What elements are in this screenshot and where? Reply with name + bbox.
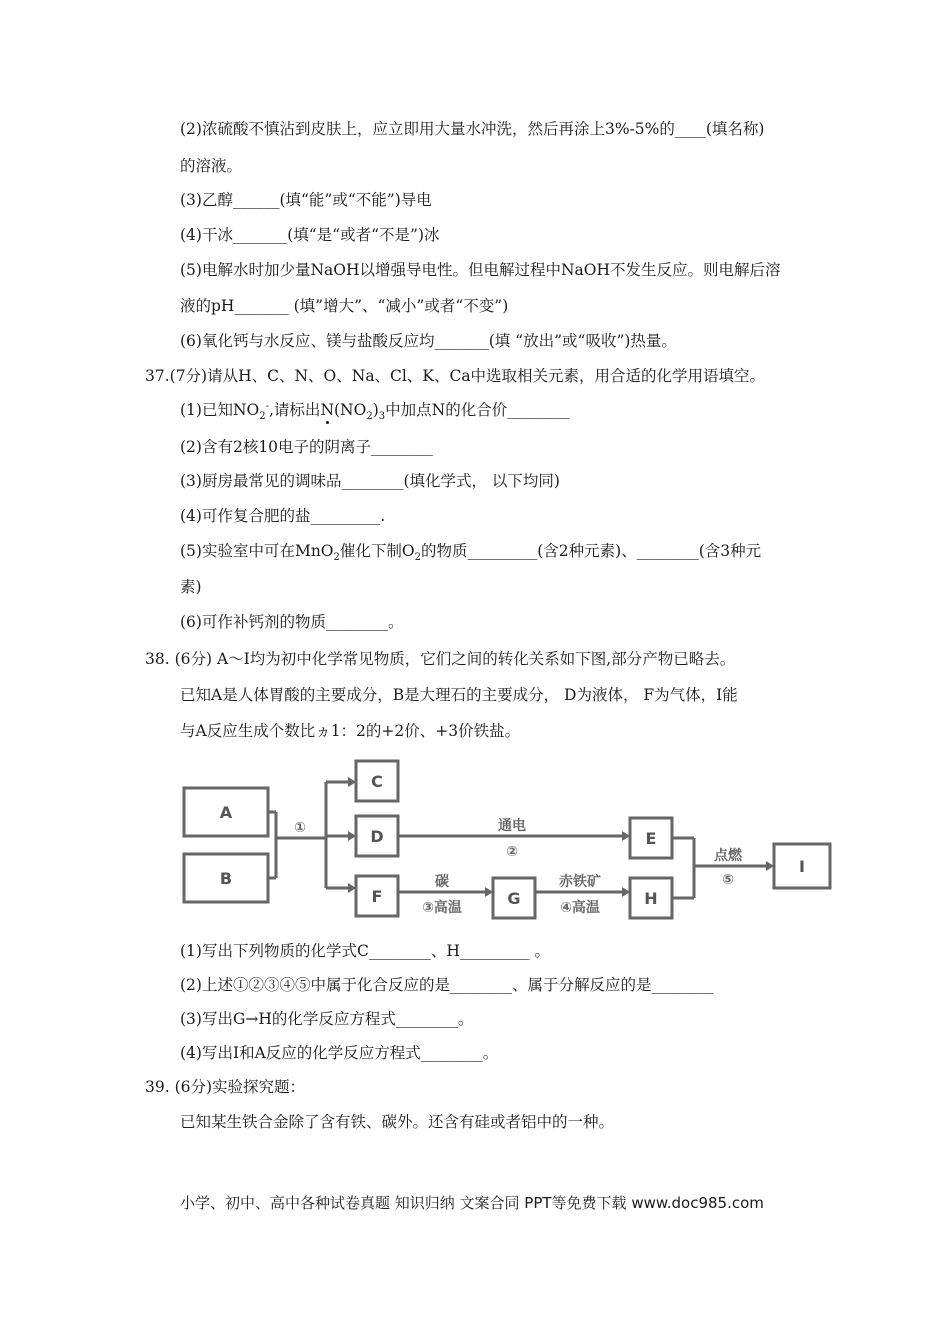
q36-item3: (3)乙醇______(填“能”或“不能”)导电 — [180, 191, 432, 209]
q38-line2: 已知A是人体胃酸的主要成分，B是大理石的主要成分， D为液体， F为气体，I能 — [180, 686, 738, 704]
q36-item2-line1: (2)浓硫酸不慎沾到皮肤上，应立即用大量水冲洗，然后再涂上3%-5%的____(填名称) — [180, 120, 765, 138]
q38-item2: (2)上述①②③④⑤中属于化合反应的是________、属于分解反应的是________ — [180, 976, 714, 994]
q38-item1: (1)写出下列物质的化学式C________、H_________ 。 — [180, 942, 551, 960]
q37-heading: 37.(7分)请从H、C、N、O、Na、Cl、K、Ca中选取相关元素，用合适的化学用语填空。 — [145, 367, 766, 385]
q38-item4: (4)写出I和A反应的化学反应方程式________。 — [180, 1044, 499, 1062]
q37-item2: (2)含有2核10电子的阴离子________ — [180, 438, 434, 456]
q36-item4: (4)干冰_______(填“是“或者“不是”)冰 — [180, 226, 440, 244]
reaction-flow-diagram — [180, 758, 840, 928]
q38-heading: 38. (6分) A～I均为初中化学常见物质，它们之间的转化关系如下图,部分产物已略去。 — [145, 650, 736, 668]
box-d-label: D — [370, 827, 384, 846]
box-b-label: B — [219, 869, 233, 888]
q37-item5-line2: 素) — [180, 578, 202, 596]
q38-item3: (3)写出G→H的化学反应方程式________。 — [180, 1010, 474, 1028]
q39-heading: 39. (6分)实验探究题： — [145, 1078, 306, 1096]
box-a-label: A — [219, 803, 233, 822]
box-c-label: C — [371, 772, 383, 791]
q37-item5-line1: (5)实验室中可在MnO$_2$催化下制$O_2$的物质_________(含2种元素)、________(含3种元 — [180, 542, 762, 564]
step2-label: ② — [506, 844, 518, 860]
step5-label: ⑤ — [722, 872, 734, 888]
box-g-label: G — [507, 889, 521, 908]
step5-condition: 点燃 — [714, 848, 742, 864]
q36-item6: (6)氧化钙与水反应、镁与盐酸反应均_______(填 “放出”或“吸收”)热量。 — [180, 332, 677, 350]
step3-label: ③高温 — [422, 900, 462, 916]
q36-item5-line2: 液的pH_______ (填”增大”、“减小”或者“不变”) — [180, 297, 509, 315]
q37-item6: (6)可作补钙剂的物质________。 — [180, 613, 404, 631]
q39-line2: 已知某生铁合金除了含有铁、碳外。还含有硅或者铝中的一种。 — [180, 1113, 615, 1131]
q37-item4: (4)可作复合肥的盐_________. — [180, 507, 386, 525]
box-h-label: H — [644, 889, 658, 908]
dotted-n: N — [320, 401, 334, 419]
box-f-label: F — [371, 887, 383, 906]
step3-condition: 碳 — [435, 874, 449, 890]
step4-label: ④高温 — [560, 900, 600, 916]
step2-condition: 通电 — [498, 818, 526, 834]
q36-item5-line1: (5)电解水时加少量NaOH以增强导电性。但电解过程中NaOH不发生反应。则电解后溶 — [180, 261, 781, 279]
q37-item1: (1)已知$NO_2^-$,请标出$N(NO_2)_3$中加点N的化合价________ — [180, 400, 570, 423]
step1-label: ① — [294, 820, 306, 836]
q38-line3: 与A反应生成个数比ヵ1：2的+2价、+3价铁盐。 — [180, 722, 521, 740]
page-footer: 小学、初中、高中各种试卷真题 知识归纳 文案合同 PPT等免费下载 www.doc985.com — [180, 1194, 764, 1212]
step4-condition: 赤铁矿 — [559, 874, 601, 890]
q37-item3: (3)厨房最常见的调味品________(填化学式， 以下均同) — [180, 472, 560, 490]
q36-item2-line2: 的溶液。 — [180, 157, 243, 175]
box-e-label: E — [645, 829, 657, 848]
box-i-label: I — [799, 857, 805, 876]
